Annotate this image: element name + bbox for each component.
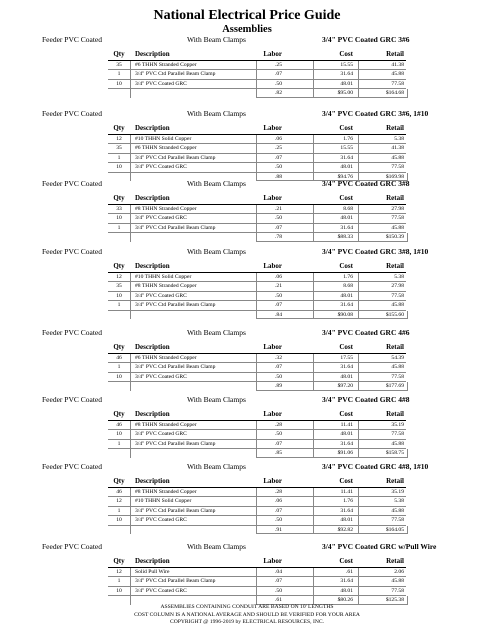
item-qty: 1 <box>117 224 121 231</box>
section-category: Feeder PVC Coated <box>42 247 102 256</box>
section-mounting: With Beam Clamps <box>187 247 246 256</box>
item-labor: .07 <box>275 364 282 371</box>
item-description: 3/4" PVC Ctd Parallel Beam Clamp <box>135 364 216 371</box>
item-description: 3/4" PVC Coated GRC <box>135 517 187 524</box>
column-header-description: Description <box>135 343 170 351</box>
total-row <box>108 449 406 457</box>
column-headers <box>0 123 494 134</box>
section-header <box>0 327 494 339</box>
item-retail: 77.58 <box>391 215 404 222</box>
column-header-labor: Labor <box>263 262 282 270</box>
items-table <box>108 420 406 458</box>
item-cost: 31.64 <box>340 440 353 447</box>
item-qty: 35 <box>116 62 122 68</box>
section-assembly-name: 3/4" PVC Coated GRC 4#8, 1#10 <box>322 462 429 471</box>
total-cost: $91.06 <box>337 450 353 457</box>
item-description: 3/4" PVC Coated GRC <box>135 431 187 438</box>
item-qty: 1 <box>117 71 121 78</box>
item-description: 3/4" PVC Ctd Parallel Beam Clamp <box>135 71 216 78</box>
item-labor: .50 <box>275 517 282 524</box>
total-retail: $150.39 <box>385 234 404 241</box>
column-header-description: Description <box>135 50 170 58</box>
item-qty: 35 <box>116 283 122 290</box>
item-cost: 48.01 <box>340 587 353 594</box>
item-labor: .50 <box>275 431 282 438</box>
item-retail: 41.38 <box>391 145 404 152</box>
item-labor: .28 <box>275 422 282 428</box>
assembly-section <box>0 246 494 319</box>
column-header-labor: Labor <box>263 343 282 351</box>
table-row <box>108 214 406 223</box>
item-retail: 27.98 <box>391 206 404 212</box>
column-header-retail: Retail <box>386 557 404 565</box>
item-cost: 11.41 <box>340 489 353 495</box>
column-header-qty: Qty <box>113 50 125 58</box>
item-labor: .28 <box>275 489 282 495</box>
section-mounting: With Beam Clamps <box>187 462 246 471</box>
item-cost: 1.76 <box>343 498 353 505</box>
item-cost: 48.01 <box>340 431 353 438</box>
column-headers <box>0 556 494 567</box>
items-table <box>108 272 406 319</box>
total-cost: $97.20 <box>337 383 353 390</box>
item-retail: 27.98 <box>391 283 404 290</box>
table-row <box>108 144 406 153</box>
column-header-cost: Cost <box>339 262 353 270</box>
item-retail: 45.88 <box>391 440 404 447</box>
item-description: 3/4" PVC Coated GRC <box>135 215 187 222</box>
item-description: #10 THHN Solid Copper <box>135 274 192 280</box>
assembly-section <box>0 461 494 534</box>
section-category: Feeder PVC Coated <box>42 395 102 404</box>
item-qty: 12 <box>116 136 122 142</box>
total-cost: $94.76 <box>337 173 353 180</box>
item-qty: 35 <box>116 145 122 152</box>
item-description: 3/4" PVC Ctd Parallel Beam Clamp <box>135 507 216 514</box>
footer <box>0 604 494 627</box>
column-header-qty: Qty <box>113 194 125 202</box>
table-row <box>108 224 406 233</box>
assembly-section <box>0 327 494 391</box>
item-description: #8 THHN Stranded Copper <box>135 206 197 212</box>
column-header-cost: Cost <box>339 124 353 132</box>
item-cost: 48.01 <box>340 80 353 87</box>
table-row <box>108 516 406 525</box>
item-labor: .50 <box>275 164 282 171</box>
item-description: #6 THHN Stranded Copper <box>135 355 197 361</box>
table-row <box>108 440 406 449</box>
items-table <box>108 60 406 98</box>
total-labor: .85 <box>275 450 282 457</box>
item-retail: 45.88 <box>391 154 404 161</box>
section-mounting: With Beam Clamps <box>187 109 246 118</box>
item-labor: .07 <box>275 154 282 161</box>
section-header <box>0 461 494 473</box>
section-header <box>0 34 494 46</box>
item-description: #8 THHN Stranded Copper <box>135 489 197 495</box>
total-retail: $158.75 <box>385 450 404 457</box>
section-category: Feeder PVC Coated <box>42 328 102 337</box>
section-category: Feeder PVC Coated <box>42 35 102 44</box>
item-retail: 2.06 <box>394 569 404 575</box>
item-retail: 41.38 <box>391 62 404 68</box>
section-mounting: With Beam Clamps <box>187 395 246 404</box>
total-labor: .61 <box>275 597 282 604</box>
item-description: 3/4" PVC Coated GRC <box>135 373 187 380</box>
item-description: #10 THHN Solid Copper <box>135 498 192 505</box>
item-qty: 10 <box>116 80 122 87</box>
item-qty: 10 <box>116 431 122 438</box>
item-cost: 31.64 <box>340 302 353 309</box>
table-row <box>108 80 406 89</box>
item-qty: 1 <box>117 364 121 371</box>
column-header-cost: Cost <box>339 50 353 58</box>
item-labor: .50 <box>275 80 282 87</box>
item-labor: .21 <box>275 283 282 290</box>
table-row <box>108 163 406 172</box>
column-header-qty: Qty <box>113 343 125 351</box>
table-row <box>108 373 406 382</box>
column-header-retail: Retail <box>386 124 404 132</box>
total-labor: .84 <box>275 311 282 318</box>
column-header-retail: Retail <box>386 410 404 418</box>
column-header-cost: Cost <box>339 477 353 485</box>
section-assembly-name: 3/4" PVC Coated GRC 4#8 <box>322 395 410 404</box>
item-retail: 35.19 <box>391 489 404 495</box>
section-assembly-name: 3/4" PVC Coated GRC 3#6 <box>322 35 410 44</box>
section-header <box>0 246 494 258</box>
item-retail: 45.88 <box>391 364 404 371</box>
total-labor: .78 <box>275 234 282 241</box>
item-description: #8 THHN Stranded Copper <box>135 422 197 428</box>
column-header-retail: Retail <box>386 194 404 202</box>
table-row <box>108 430 406 439</box>
column-header-qty: Qty <box>113 557 125 565</box>
table-row <box>108 273 406 282</box>
item-labor: .50 <box>275 215 282 222</box>
column-header-qty: Qty <box>113 477 125 485</box>
column-header-labor: Labor <box>263 557 282 565</box>
total-row <box>108 233 406 241</box>
total-labor: .82 <box>275 90 282 97</box>
table-row <box>108 70 406 79</box>
item-description: 3/4" PVC Coated GRC <box>135 587 187 594</box>
column-header-description: Description <box>135 477 170 485</box>
total-retail: $177.69 <box>385 383 404 390</box>
section-assembly-name: 3/4" PVC Coated GRC 3#8 <box>322 179 410 188</box>
item-retail: 5.38 <box>394 274 404 280</box>
column-header-retail: Retail <box>386 477 404 485</box>
column-header-cost: Cost <box>339 194 353 202</box>
item-labor: .50 <box>275 587 282 594</box>
section-mounting: With Beam Clamps <box>187 542 246 551</box>
item-description: 3/4" PVC Ctd Parallel Beam Clamp <box>135 302 216 309</box>
column-header-cost: Cost <box>339 343 353 351</box>
column-header-labor: Labor <box>263 477 282 485</box>
item-qty: 33 <box>116 206 122 212</box>
column-header-labor: Labor <box>263 124 282 132</box>
item-cost: 31.64 <box>340 364 353 371</box>
item-qty: 12 <box>116 569 122 575</box>
item-retail: 77.58 <box>391 164 404 171</box>
table-row <box>108 421 406 430</box>
assembly-section <box>0 178 494 242</box>
column-header-description: Description <box>135 262 170 270</box>
table-row <box>108 135 406 144</box>
total-labor: .88 <box>275 173 282 180</box>
section-assembly-name: 3/4" PVC Coated GRC 3#8, 1#10 <box>322 247 429 256</box>
item-description: #10 THHN Solid Copper <box>135 136 192 142</box>
footer-line: COST COLUMN IS A NATIONAL AVERAGE AND SHOULD BE VERIFIED FOR YOUR AREA <box>134 611 360 618</box>
item-qty: 1 <box>117 440 121 447</box>
total-labor: .91 <box>275 526 282 533</box>
item-qty: 10 <box>116 587 122 594</box>
total-row <box>108 526 406 534</box>
total-cost: $80.26 <box>337 597 353 604</box>
item-qty: 10 <box>116 292 122 299</box>
total-row <box>108 382 406 390</box>
column-header-qty: Qty <box>113 410 125 418</box>
table-row <box>108 354 406 363</box>
table-row <box>108 205 406 214</box>
item-description: Solid Pull Wire <box>135 569 170 575</box>
section-category: Feeder PVC Coated <box>42 462 102 471</box>
items-table <box>108 567 406 605</box>
assembly-section <box>0 108 494 181</box>
total-cost: $92.82 <box>337 526 353 533</box>
item-cost: 1.76 <box>343 274 353 280</box>
assembly-section <box>0 394 494 458</box>
table-row <box>108 363 406 372</box>
item-cost: 48.01 <box>340 164 353 171</box>
total-retail: $164.05 <box>385 526 404 533</box>
table-row <box>108 282 406 291</box>
section-mounting: With Beam Clamps <box>187 35 246 44</box>
item-retail: 77.58 <box>391 373 404 380</box>
item-qty: 10 <box>116 215 122 222</box>
table-row <box>108 292 406 301</box>
assembly-section <box>0 34 494 98</box>
item-qty: 10 <box>116 164 122 171</box>
column-headers <box>0 409 494 420</box>
item-cost: 15.55 <box>340 145 353 152</box>
table-row <box>108 507 406 516</box>
total-retail: $164.68 <box>385 90 404 97</box>
section-category: Feeder PVC Coated <box>42 109 102 118</box>
items-table <box>108 204 406 242</box>
item-cost: 31.64 <box>340 71 353 78</box>
items-table <box>108 134 406 181</box>
table-row <box>108 568 406 577</box>
column-headers <box>0 476 494 487</box>
column-header-qty: Qty <box>113 262 125 270</box>
item-cost: 48.01 <box>340 292 353 299</box>
item-retail: 45.88 <box>391 578 404 585</box>
item-cost: 48.01 <box>340 215 353 222</box>
item-qty: 1 <box>117 302 121 309</box>
item-labor: .25 <box>275 62 282 68</box>
item-labor: .07 <box>275 507 282 514</box>
column-header-labor: Labor <box>263 50 282 58</box>
item-qty: 46 <box>116 355 122 361</box>
item-retail: 45.88 <box>391 224 404 231</box>
item-description: 3/4" PVC Ctd Parallel Beam Clamp <box>135 224 216 231</box>
column-header-labor: Labor <box>263 194 282 202</box>
item-cost: 31.64 <box>340 507 353 514</box>
footer-line: COPYRIGHT @ 1996-2019 by ELECTRICAL RESOURCES, INC. <box>169 619 324 625</box>
item-cost: 11.41 <box>340 422 353 428</box>
item-qty: 12 <box>116 274 122 280</box>
column-header-retail: Retail <box>386 262 404 270</box>
section-mounting: With Beam Clamps <box>187 328 246 337</box>
item-retail: 77.58 <box>391 80 404 87</box>
item-retail: 77.58 <box>391 517 404 524</box>
table-row <box>108 154 406 163</box>
item-retail: 45.88 <box>391 507 404 514</box>
item-retail: 45.88 <box>391 71 404 78</box>
section-header <box>0 394 494 406</box>
total-labor: .89 <box>275 383 282 390</box>
column-header-retail: Retail <box>386 343 404 351</box>
page-title: National Electrical Price Guide <box>153 8 341 23</box>
column-headers <box>0 261 494 272</box>
item-qty: 12 <box>116 498 122 505</box>
table-row <box>108 587 406 596</box>
column-header-labor: Labor <box>263 410 282 418</box>
assembly-section <box>0 541 494 605</box>
item-cost: 31.64 <box>340 224 353 231</box>
section-assembly-name: 3/4" PVC Coated GRC 4#6 <box>322 328 410 337</box>
total-cost: $95.00 <box>337 90 353 97</box>
column-headers <box>0 49 494 60</box>
total-cost: $90.08 <box>337 311 353 318</box>
item-labor: .50 <box>275 373 282 380</box>
items-table <box>108 353 406 391</box>
item-description: #6 THHN Stranded Copper <box>135 145 197 152</box>
column-header-retail: Retail <box>386 50 404 58</box>
item-labor: .07 <box>275 224 282 231</box>
item-description: 3/4" PVC Coated GRC <box>135 164 187 171</box>
total-retail: $169.98 <box>385 173 404 180</box>
item-labor: .06 <box>275 136 282 142</box>
item-description: 3/4" PVC Ctd Parallel Beam Clamp <box>135 440 216 447</box>
column-header-description: Description <box>135 557 170 565</box>
column-header-description: Description <box>135 194 170 202</box>
item-retail: 35.19 <box>391 422 404 428</box>
section-header <box>0 108 494 120</box>
column-header-description: Description <box>135 410 170 418</box>
item-cost: 48.01 <box>340 373 353 380</box>
total-cost: $88.33 <box>337 234 353 241</box>
column-headers <box>0 342 494 353</box>
item-labor: .21 <box>275 206 282 212</box>
column-header-description: Description <box>135 124 170 132</box>
item-description: 3/4" PVC Ctd Parallel Beam Clamp <box>135 154 216 161</box>
footer-line: ASSEMBLIES CONTAINING CONDUIT ARE BASED ON 10' LENGTHS <box>160 604 334 610</box>
item-retail: 77.58 <box>391 431 404 438</box>
item-retail: 45.88 <box>391 302 404 309</box>
item-cost: 31.64 <box>340 154 353 161</box>
item-cost: .61 <box>346 569 353 575</box>
item-labor: .07 <box>275 578 282 585</box>
column-headers <box>0 193 494 204</box>
item-labor: .06 <box>275 498 282 505</box>
items-table <box>108 487 406 534</box>
table-row <box>108 497 406 506</box>
item-description: 3/4" PVC Coated GRC <box>135 292 187 299</box>
column-header-qty: Qty <box>113 124 125 132</box>
item-qty: 10 <box>116 517 122 524</box>
item-labor: .07 <box>275 302 282 309</box>
item-retail: 5.38 <box>394 136 404 142</box>
page-subtitle: Assemblies <box>222 24 272 35</box>
section-category: Feeder PVC Coated <box>42 542 102 551</box>
item-description: 3/4" PVC Coated GRC <box>135 80 187 87</box>
item-retail: 5.38 <box>394 498 404 505</box>
item-cost: 1.76 <box>343 136 353 142</box>
item-retail: 77.58 <box>391 292 404 299</box>
table-row <box>108 577 406 586</box>
table-row <box>108 488 406 497</box>
section-mounting: With Beam Clamps <box>187 179 246 188</box>
item-cost: 31.64 <box>340 578 353 585</box>
item-labor: .32 <box>275 355 282 361</box>
item-labor: .07 <box>275 440 282 447</box>
item-cost: 48.01 <box>340 517 353 524</box>
section-header <box>0 541 494 553</box>
section-assembly-name: 3/4" PVC Coated GRC 3#6, 1#10 <box>322 109 429 118</box>
section-assembly-name: 3/4" PVC Coated GRC w/Pull Wire <box>322 542 437 551</box>
item-description: #8 THHN Stranded Copper <box>135 283 197 290</box>
item-qty: 46 <box>116 422 122 428</box>
section-category: Feeder PVC Coated <box>42 179 102 188</box>
item-qty: 1 <box>117 507 121 514</box>
item-labor: .04 <box>275 569 282 575</box>
item-cost: 8.68 <box>343 206 353 212</box>
total-retail: $155.60 <box>385 311 404 318</box>
item-retail: 54.39 <box>391 355 404 361</box>
total-row <box>108 89 406 97</box>
item-labor: .50 <box>275 292 282 299</box>
item-labor: .07 <box>275 71 282 78</box>
item-qty: 1 <box>117 154 121 161</box>
item-cost: 8.68 <box>343 283 353 290</box>
item-description: 3/4" PVC Ctd Parallel Beam Clamp <box>135 578 216 585</box>
total-row <box>108 311 406 319</box>
column-header-cost: Cost <box>339 557 353 565</box>
item-cost: 15.55 <box>340 62 353 68</box>
item-qty: 46 <box>116 489 122 495</box>
item-labor: .06 <box>275 274 282 280</box>
table-row <box>108 301 406 310</box>
table-row <box>108 61 406 70</box>
item-description: #6 THHN Stranded Copper <box>135 62 197 68</box>
item-cost: 17.55 <box>340 355 353 361</box>
item-qty: 1 <box>117 578 121 585</box>
section-header <box>0 178 494 190</box>
total-retail: $125.38 <box>385 597 404 604</box>
item-qty: 10 <box>116 373 122 380</box>
column-header-cost: Cost <box>339 410 353 418</box>
item-labor: .25 <box>275 145 282 152</box>
item-retail: 77.58 <box>391 587 404 594</box>
